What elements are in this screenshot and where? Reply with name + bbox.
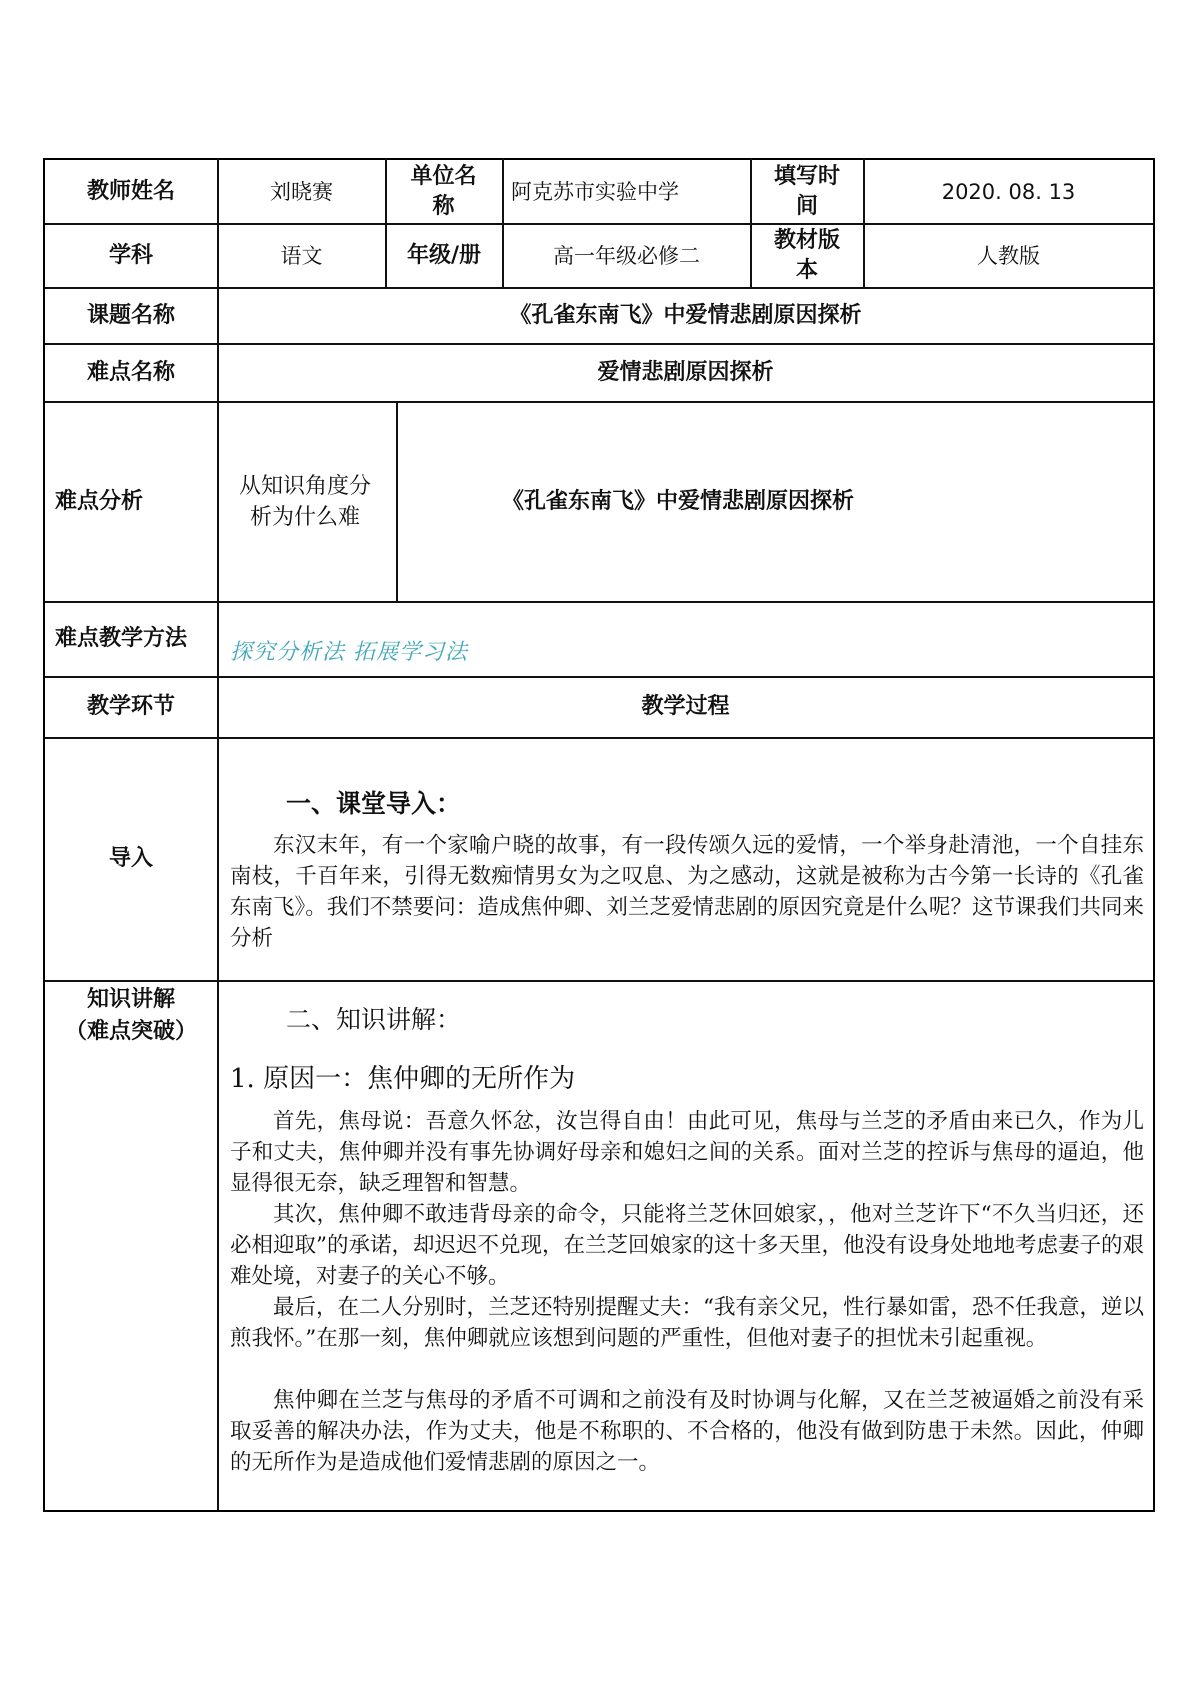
unit-name-label: 单位名称 <box>410 163 477 219</box>
table-border-right <box>1153 158 1155 1512</box>
method-value: 探究分析法 拓展学习法 <box>230 640 468 665</box>
intro-label: 导入 <box>108 846 153 871</box>
analysis-value: 《孔雀东南飞》中爱情悲剧原因探析 <box>501 488 854 514</box>
knowledge-paragraph: 首先，焦母说：吾意久怀忿，汝岂得自由！由此可见，焦母与兰芝的矛盾由来已久，作为儿子和丈夫，焦仲卿并没有事先协调好母亲和媳妇之间的关系。面对兰芝的控诉与焦母的逼迫，他显得很无奈，缺乏理智和智慧。 <box>230 1109 1144 1196</box>
difficulty-label: 难点名称 <box>86 359 175 385</box>
analysis-label: 难点分析 <box>55 488 144 514</box>
unit-name-value: 阿克苏市实验中学 <box>511 179 679 204</box>
knowledge-paragraph: 其次，焦仲卿不敢违背母亲的命令，只能将兰芝休回娘家，，他对兰芝许下“不久当归还，还必相迎取”的承诺，却迟迟不兑现，在兰芝回娘家的这十多天里，他没有设身处地地考虑妻子的艰难处境，对妻子的关心不够。 <box>230 1202 1144 1289</box>
knowledge-paragraph: 最后，在二人分别时，兰芝还特别提醒丈夫：“我有亲父兄，性行暴如雷，恐不任我意，逆以煎我怀。”在那一刻，焦仲卿就应该想到问题的严重性，但他对妻子的担忧未引起重视。 <box>230 1295 1144 1351</box>
process-header-value: 教学过程 <box>641 694 730 719</box>
intro-text: 东汉末年，有一个家喻户晓的故事，有一段传颂久远的爱情，一个举身赴清池，一个自挂东南枝，千百年来，引得无数痴情男女为之叹息、为之感动，这就是被称为古今第一长诗的《孔雀东南飞》。我们不禁要问：造成焦仲卿、刘兰芝爱情悲剧的原因究竟是什么呢？这节课我们共同来分析 <box>230 833 1144 951</box>
subject-label: 学科 <box>108 242 153 268</box>
analysis-sub-label: 从知识角度分析为什么难 <box>238 473 371 530</box>
difficulty-value: 爱情悲剧原因探析 <box>597 359 774 385</box>
grade-label: 年级/册 <box>406 242 482 268</box>
fill-date-value: 2020. 08. 13 <box>941 179 1076 204</box>
subject-value: 语文 <box>280 243 323 268</box>
knowledge-label-line2: （难点突破） <box>64 1019 197 1044</box>
row-divider <box>43 980 1155 982</box>
grade-value: 高一年级必修二 <box>553 243 700 268</box>
knowledge-title: 二、知识讲解： <box>286 1005 462 1034</box>
edition-label: 教材版本 <box>773 227 840 283</box>
teacher-name-value: 刘晓赛 <box>270 179 333 204</box>
knowledge-paragraph: 焦仲卿在兰芝与焦母的矛盾不可调和之前没有及时协调与化解，又在兰芝被逼婚之前没有采取妥善的解决办法，作为丈夫，他是不称职的、不合格的，他没有做到防患于未然。因此，仲卿的无所作为是造成他们爱情悲剧的原因之一。 <box>230 1388 1144 1475</box>
edition-value: 人教版 <box>977 243 1040 268</box>
topic-label: 课题名称 <box>86 302 175 328</box>
column-divider <box>750 158 752 287</box>
table-border-bottom <box>43 1510 1155 1512</box>
teacher-name-label: 教师姓名 <box>86 178 175 204</box>
topic-value: 《孔雀东南飞》中爱情悲剧原因探析 <box>509 302 862 328</box>
method-label: 难点教学方法 <box>55 626 188 651</box>
fill-date-label: 填写时间 <box>773 163 840 219</box>
process-header-label: 教学环节 <box>86 694 175 719</box>
knowledge-label-line1: 知识讲解 <box>86 987 175 1012</box>
intro-title: 一、课堂导入： <box>286 789 462 818</box>
knowledge-subhead: 1. 原因一：焦仲卿的无所作为 <box>230 1064 576 1094</box>
